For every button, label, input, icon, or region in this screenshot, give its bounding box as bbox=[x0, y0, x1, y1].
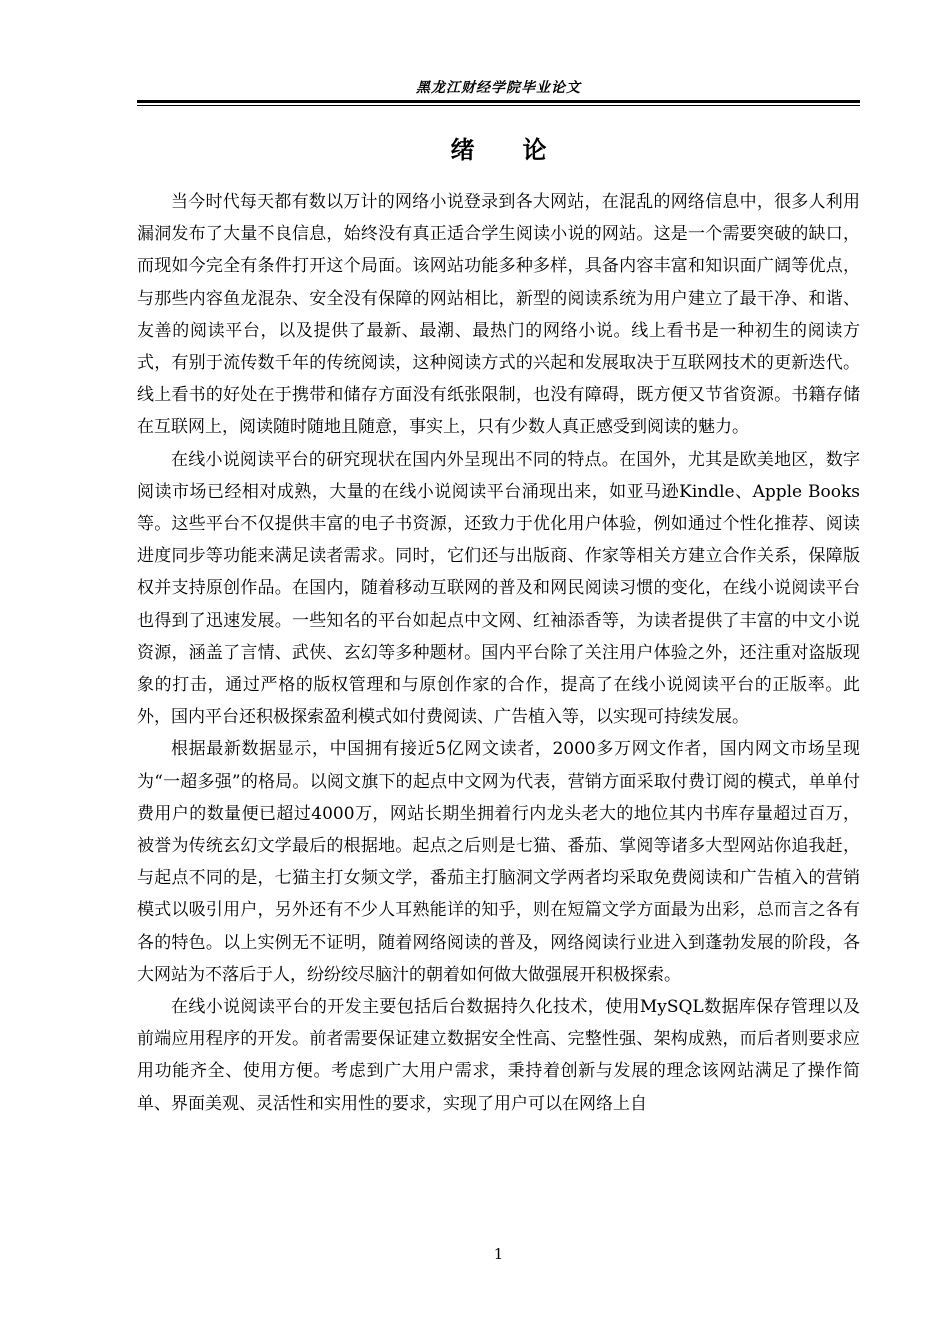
paragraph-4: 在线小说阅读平台的开发主要包括后台数据持久化技术，使用MySQL数据库保存管理以及前端应用程序的开发。前者需要保证建立数据安全性高、完整性强、架构成熟，而后者则要求应用功能齐全、使用方便。考虑到广大用户需求，秉持着创新与发展的理念该网站满足了操作简单、界面美观、灵活性和实用性的要求，实现了用户可以在网络上自 bbox=[137, 997, 860, 1114]
body-text bbox=[137, 186, 860, 1120]
paragraph-3: 根据最新数据显示，中国拥有接近5亿网文读者，2000多万网文作者，国内网文市场呈现为“一超多强”的格局。以阅文旗下的起点中文网为代表，营销方面采取付费订阅的模式，单单付费用户的数量便已超过4000万，网站长期坐拥着行内龙头老大的地位其内书库存量超过百万，被誉为传统玄幻文学最后的根据地。起点之后则是七猫、番茄、掌阅等诸多大型网站你追我赶，与起点不同的是，七猫主打女频文学，番茄主打脑洞文学两者均采取免费阅读和广告植入的营销模式以吸引用户，另外还有不少人耳熟能详的知乎，则在短篇文学方面最为出彩，总而言之各有各的特色。以上实例无不证明，随着网络阅读的普及，网络阅读行业进入到蓬勃发展的阶段，各大网站为不落后于人，纷纷绞尽脑汁的朝着如何做大做强展开积极探索。 bbox=[137, 739, 860, 985]
section-title: 绪论 bbox=[450, 135, 595, 164]
paragraph-1: 当今时代每天都有数以万计的网络小说登录到各大网站，在混乱的网络信息中，很多人利用漏洞发布了大量不良信息，始终没有真正适合学生阅读小说的网站。这是一个需要突破的缺口，而现如今完全有条件打开这个局面。该网站功能多种多样，具备内容丰富和知识面广阔等优点，与那些内容鱼龙混杂、安全没有保障的网站相比，新型的阅读系统为用户建立了最干净、和谐、友善的阅读平台，以及提供了最新、最潮、最热门的网络小说。线上看书是一种初生的阅读方式，有别于流传数千年的传统阅读，这种阅读方式的兴起和发展取决于互联网技术的更新迭代。线上看书的好处在于携带和储存方面没有纸张限制，也没有障碍，既方便又节省资源。书籍存储在互联网上，阅读随时随地且随意，事实上，只有少数人真正感受到阅读的魅力。 bbox=[137, 192, 860, 438]
header-rule-thin bbox=[137, 105, 860, 106]
page-number: 1 bbox=[493, 1245, 504, 1263]
header-rule-thick bbox=[137, 100, 860, 103]
paragraph-2: 在线小说阅读平台的研究现状在国内外呈现出不同的特点。在国外，尤其是欧美地区，数字阅读市场已经相对成熟，大量的在线小说阅读平台涌现出来，如亚马逊Kindle、Apple Books等。这些平台不仅提供丰富的电子书资源，还致力于优化用户体验，例如通过个性化推荐、阅读进度同步等功能来满足读者需求。同时，它们还与出版商、作家等相关方建立合作关系，保障版权并支持原创作品。在国内，随着移动互联网的普及和网民阅读习惯的变化，在线小说阅读平台也得到了迅速发展。一些知名的平台如起点中文网、红袖添香等，为读者提供了丰富的中文小说资源，涵盖了言情、武侠、玄幻等多种题材。国内平台除了关注用户体验之外，还注重对盗版现象的打击，通过严格的版权管理和与原创作家的合作，提高了在线小说阅读平台的正版率。此外，国内平台还积极探索盈利模式如付费阅读、广告植入等，以实现可持续发展。 bbox=[137, 449, 860, 728]
running-header: 黑龙江财经学院毕业论文 bbox=[416, 80, 581, 96]
